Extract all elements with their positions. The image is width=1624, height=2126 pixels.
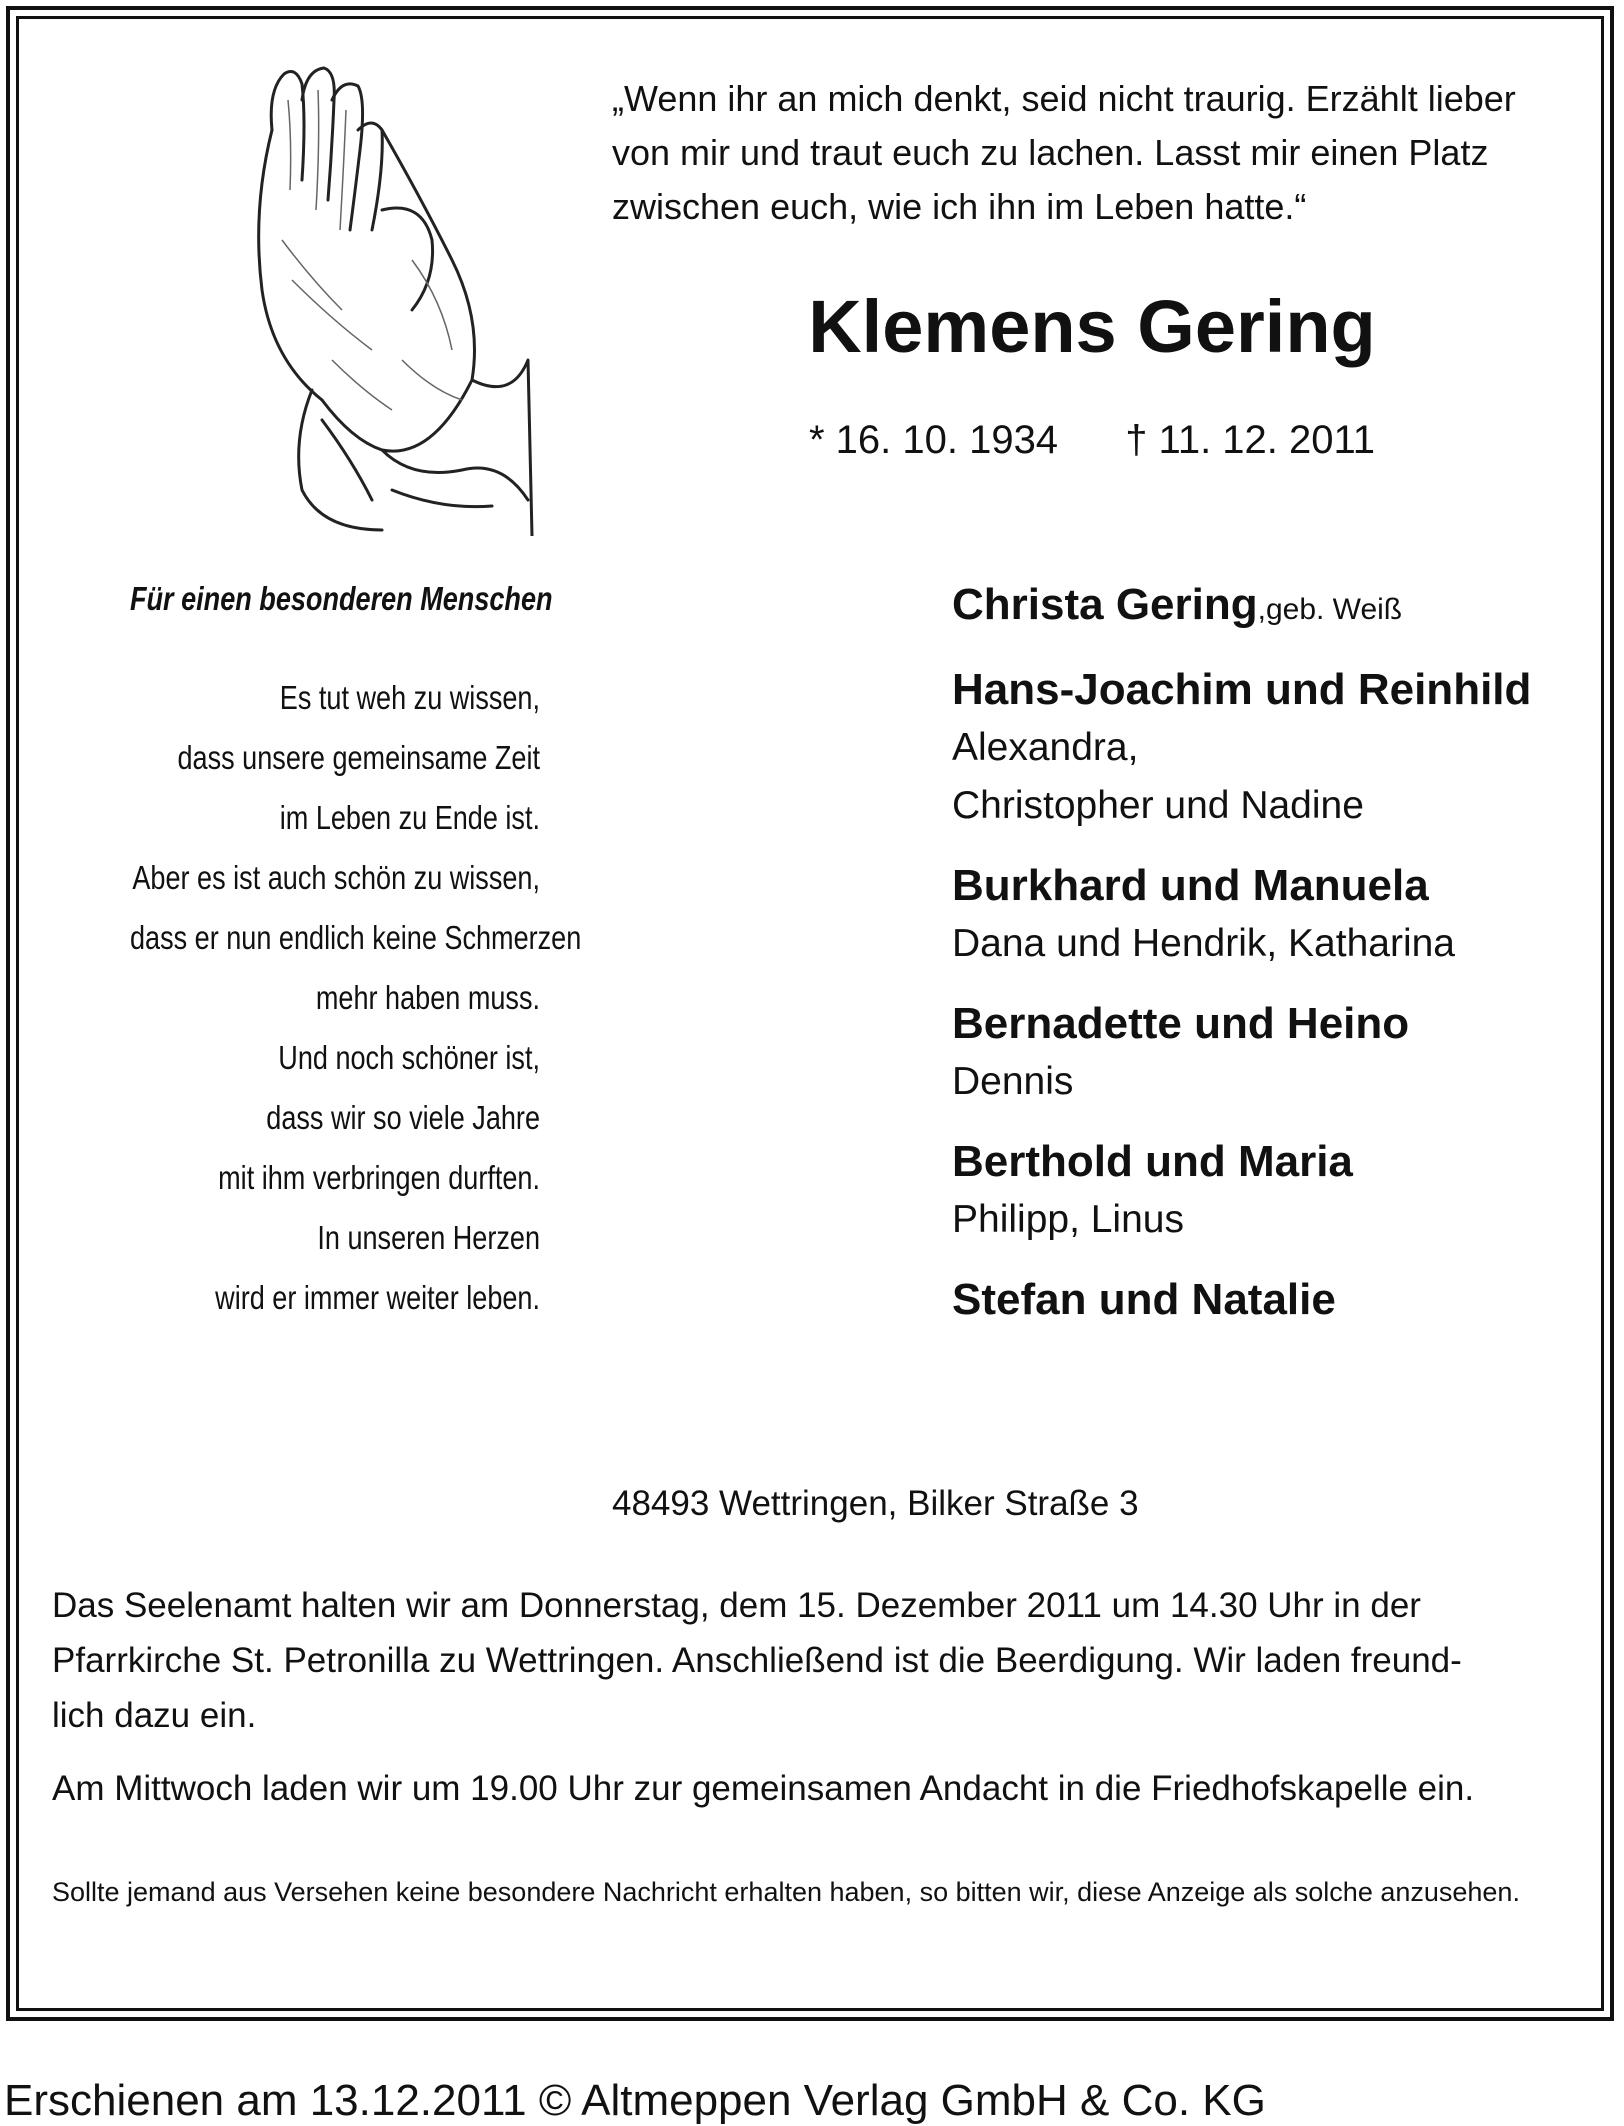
poem-line: mit ihm verbringen durften. [218, 1159, 540, 1196]
service-paragraph [52, 1578, 1572, 1743]
poem-line: Aber es ist auch schön zu wissen, [132, 859, 540, 896]
poem-line: Und noch schöner ist, [278, 1039, 540, 1076]
poem-line: dass unsere gemeinsame Zeit [177, 739, 540, 776]
family-children: Dana und Hendrik, Katharina [952, 922, 1455, 965]
devotion-paragraph: Am Mittwoch laden wir um 19.00 Uhr zur gemeinsamen Andacht in die Friedhofskapelle ein. [52, 1769, 1475, 1808]
death-date: † 11. 12. 2011 [1125, 418, 1376, 462]
family-head-name: Christa Gering [952, 580, 1258, 629]
family-children: Christopher und Nadine [952, 784, 1364, 827]
family-head: Burkhard und Manuela [952, 861, 1429, 910]
family-list [952, 576, 1592, 1351]
service-line: Das Seelenamt halten wir am Donnerstag, dem 15. Dezember 2011 um 14.30 Uhr in der [52, 1586, 1421, 1625]
family-head: Stefan und Natalie [952, 1275, 1336, 1324]
poem-line: In unseren Herzen [317, 1219, 540, 1256]
quote-line: „Wenn ihr an mich denkt, seid nicht traurig. Erzählt lieber [612, 78, 1516, 119]
maiden-name: ,geb. Weiß [1257, 593, 1403, 626]
family-group [952, 661, 1592, 835]
birth-date: * 16. 10. 1934 [808, 418, 1059, 462]
family-group [952, 857, 1592, 973]
quote-line: zwischen euch, wie ich ihn im Leben hatte.“ [612, 186, 1307, 227]
poem-line: mehr haben muss. [315, 979, 540, 1016]
poem-title: Für einen besonderen Menschen [130, 580, 553, 617]
deceased-name: Klemens Gering [808, 285, 1376, 368]
poem-block [40, 668, 582, 1328]
family-head: Bernadette und Heino [952, 999, 1410, 1048]
notice-text: Sollte jemand aus Versehen keine besondere Nachricht erhalten haben, so bitten wir, diese Anzeige als solche anzusehen. [52, 1877, 1520, 1907]
family-group [952, 995, 1592, 1111]
poem-line: dass wir so viele Jahre [266, 1099, 540, 1136]
family-children: Dennis [952, 1060, 1074, 1103]
poem-line: dass er nun endlich keine Schmerzen [130, 919, 582, 956]
service-info [52, 1578, 1572, 1834]
poem-line: Es tut weh zu wissen, [279, 679, 540, 716]
poem-line: im Leben zu Ende ist. [279, 799, 540, 836]
address: 48493 Wettringen, Bilker Straße 3 [612, 1484, 1139, 1523]
praying-hands-icon [232, 60, 534, 536]
poem-line: wird er immer weiter leben. [215, 1279, 540, 1316]
family-head: Berthold und Maria [952, 1137, 1353, 1186]
service-line: Pfarrkirche St. Petronilla zu Wettringen. Anschließend ist die Beerdigung. Wir laden freund- [52, 1641, 1462, 1680]
family-head: Hans-Joachim und Reinhild [952, 665, 1532, 714]
family-children: Philipp, Linus [952, 1198, 1184, 1241]
family-group [952, 576, 1592, 639]
service-line: lich dazu ein. [52, 1696, 257, 1735]
life-dates [612, 418, 1572, 463]
publication-footer: Erschienen am 13.12.2011 © Altmeppen Verlag GmbH & Co. KG [4, 2076, 1266, 2125]
quote-block [612, 72, 1572, 234]
family-head [952, 576, 1592, 639]
family-group [952, 1271, 1592, 1329]
quote-line: von mir und traut euch zu lachen. Lasst mir einen Platz [612, 132, 1489, 173]
family-group [952, 1133, 1592, 1249]
family-children: Alexandra, [952, 726, 1139, 769]
